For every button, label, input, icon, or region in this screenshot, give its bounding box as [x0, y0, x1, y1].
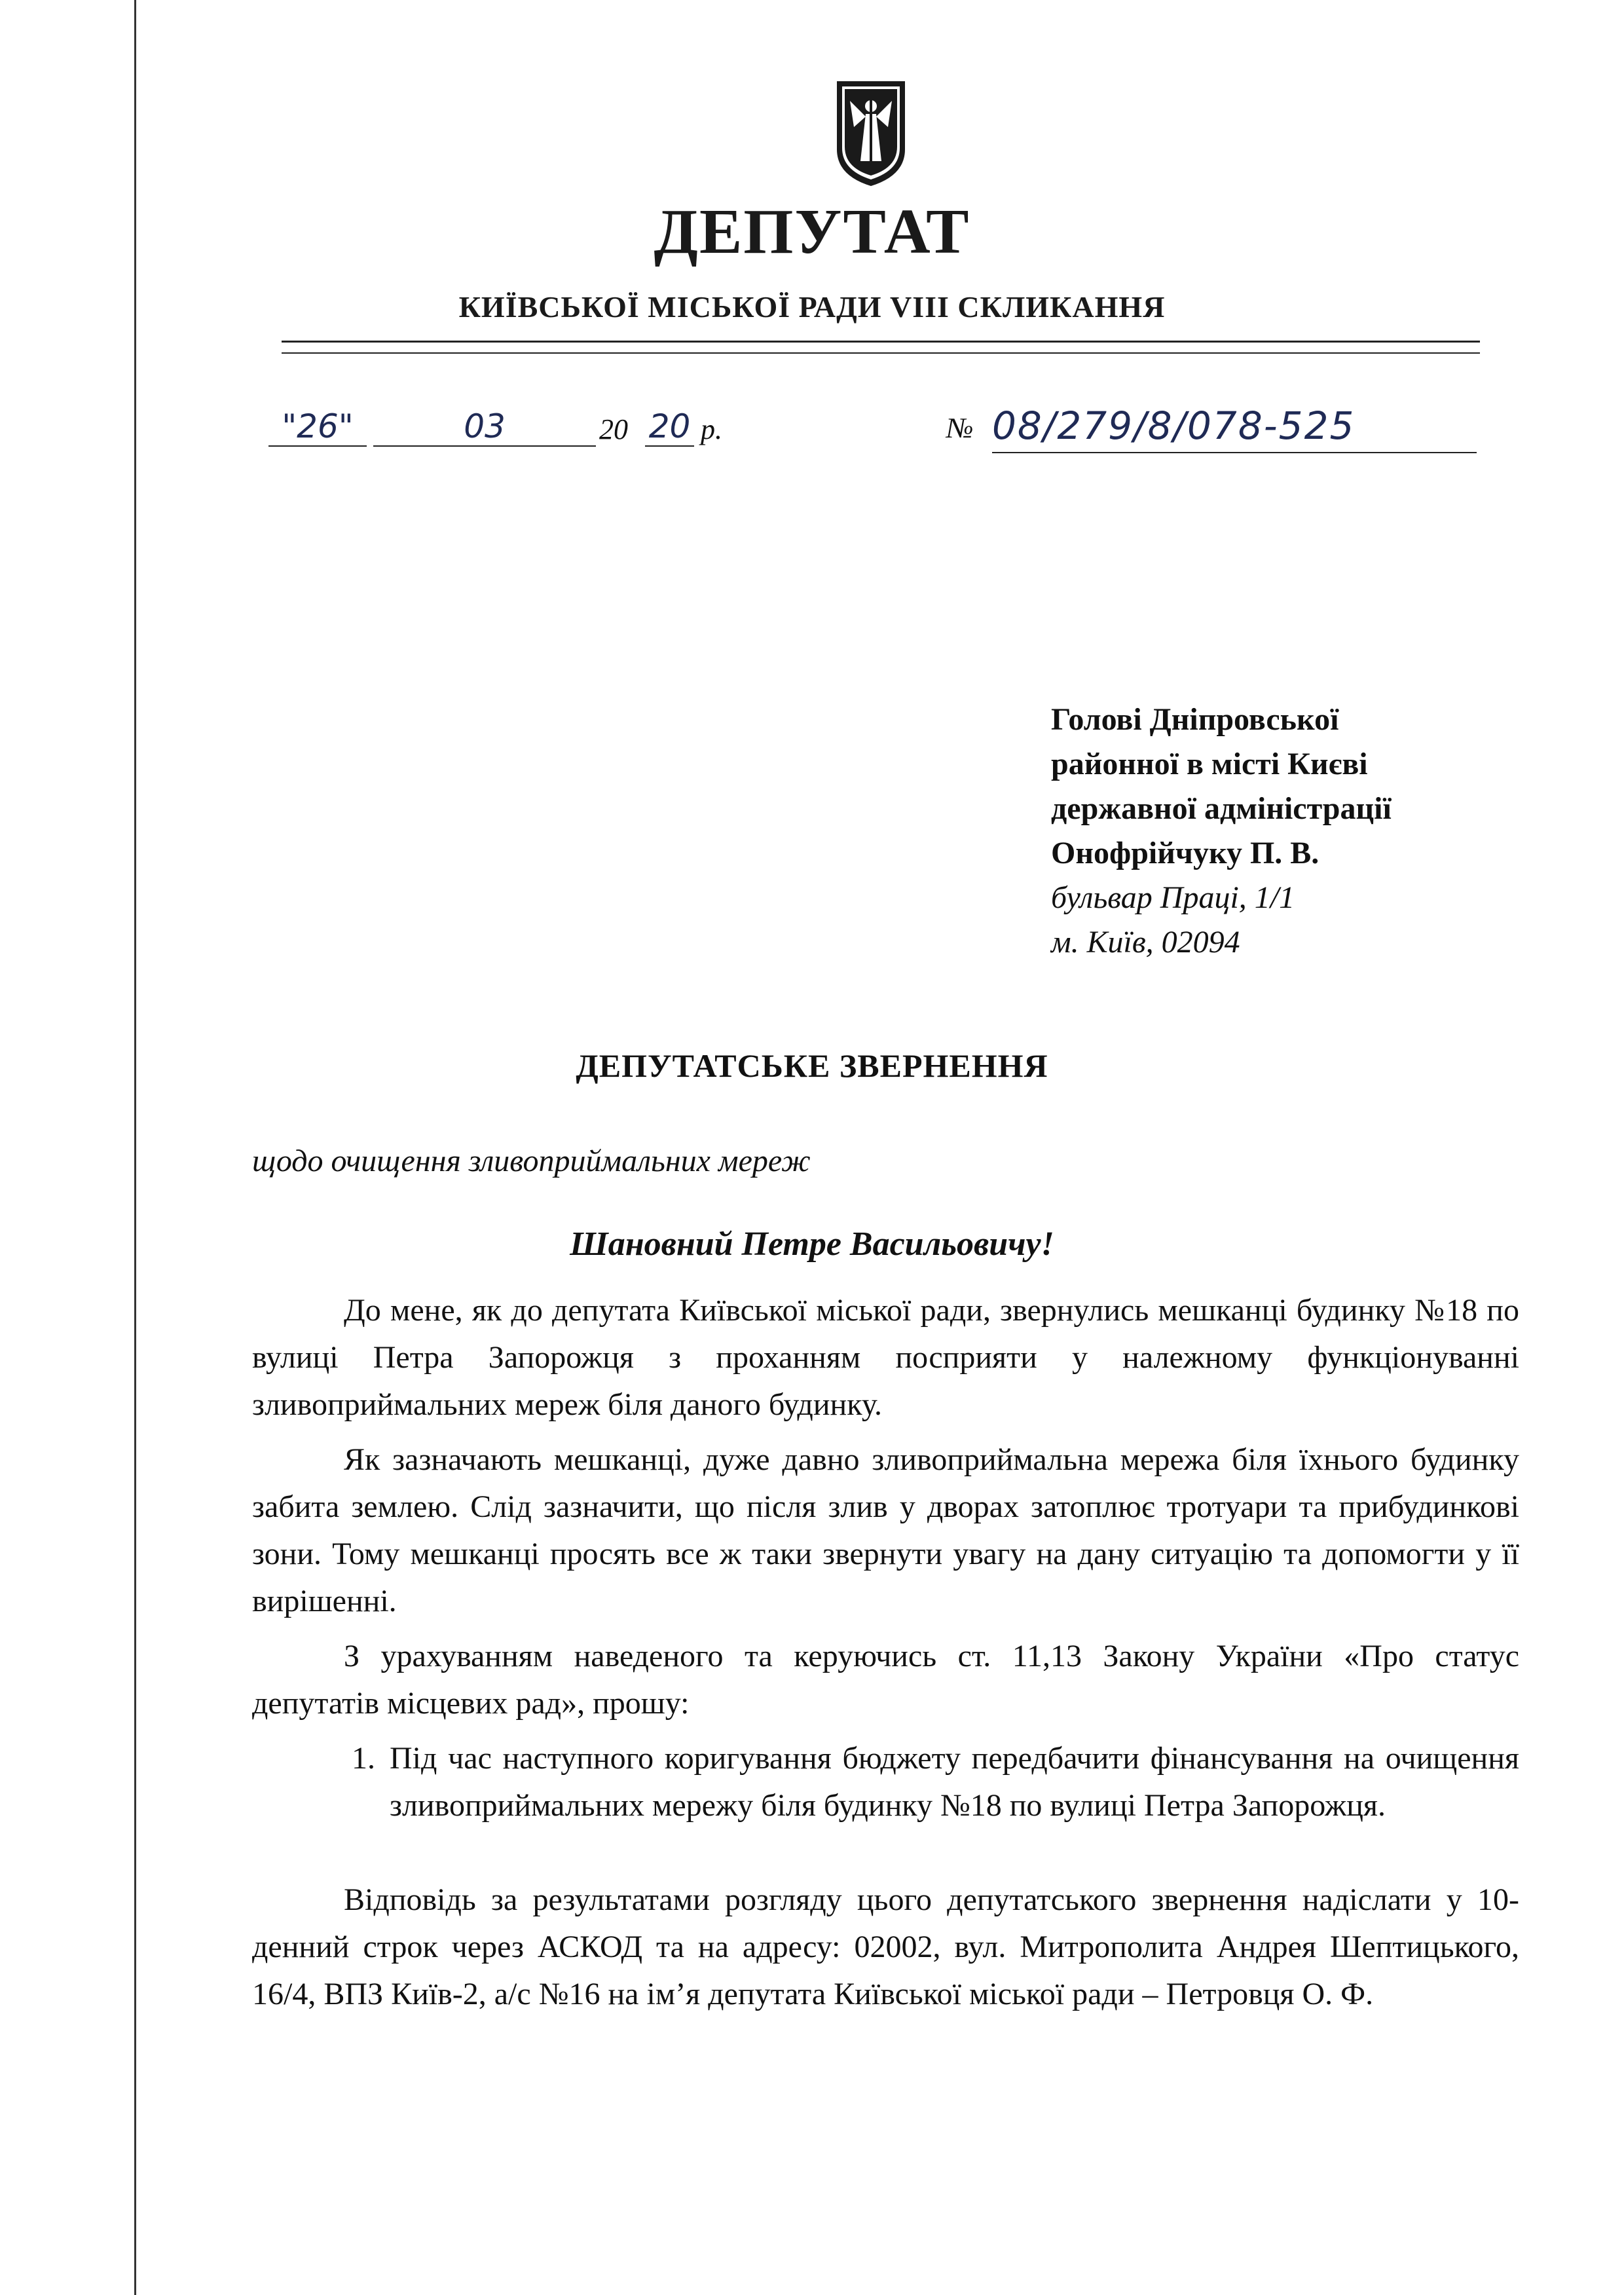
body-paragraph: З урахуванням наведеного та керуючись ст. 11,13 Закону України «Про статус депутатів місцевих рад», прошу:	[252, 1639, 1519, 1721]
letterhead-divider-thin	[282, 352, 1480, 354]
body-paragraph: Як зазначають мешканці, дуже давно зливоприймальна мережа біля їхнього будинку забита землею. Слід зазначити, що після злив у дворах затоплює тротуари та прибудинкові зони. Тому мешканці просять все ж таки звернути увагу на дану ситуацію та допомогти у її вирішенні.	[252, 1442, 1519, 1618]
date-year-suffix: 20	[645, 407, 694, 447]
document-title: ДЕПУТАТСЬКЕ ЗВЕРНЕННЯ	[576, 1047, 1048, 1084]
date-year-prefix: 20	[599, 413, 628, 445]
registration-number	[946, 401, 1483, 460]
document-subject: щодо очищення зливоприймальних мереж	[252, 1144, 811, 1178]
salutation: Шановний Петре Васильовичу!	[570, 1225, 1054, 1263]
addressee-street: бульвар Праці, 1/1	[1051, 880, 1295, 915]
letterhead-divider	[282, 341, 1480, 343]
letterhead-title: ДЕПУТАТ	[654, 196, 970, 267]
number-prefix: №	[946, 412, 974, 444]
addressee-line: районної в місті Києві	[1051, 747, 1368, 781]
number-underline	[992, 452, 1477, 453]
addressee-block	[1051, 698, 1575, 965]
reply-instruction: Відповідь за результатами розгляду цього депутатського звернення надіслати у 10-денний строк через АСКОД та на адресу: 02002, вул. Митрополита Андрея Шептицького, 16/4, ВПЗ Київ-2, а/с №16 на ім’я депутата Київської міської ради – Петровця О. Ф.	[252, 1882, 1519, 2011]
addressee-line: Голові Дніпровської	[1051, 702, 1339, 737]
addressee-line: державної адміністрації	[1051, 791, 1392, 826]
scan-page-edge	[134, 0, 136, 2295]
date-year-unit: р.	[701, 413, 722, 445]
date-day: "26"	[268, 407, 367, 447]
addressee-name: Онофрійчуку П. В.	[1051, 836, 1320, 870]
number-value: 08/279/8/078-525	[992, 403, 1356, 448]
kyiv-coat-of-arms-icon	[832, 77, 910, 189]
request-item: 1. Під час наступного коригування бюджету передбачити фінансування на очищення зливоприймальних мережу біля будинку №18 по вулиці Петра Запорожця.	[383, 1735, 1519, 1829]
addressee-city: м. Київ, 02094	[1051, 925, 1240, 960]
body-paragraph: До мене, як до депутата Київської міської ради, звернулись мешканці будинку №18 по вулиці Петра Запорожця з проханням посприяти у належному функціонуванні зливоприймальних мереж біля даного будинку.	[252, 1293, 1519, 1422]
date-month: 03	[373, 407, 596, 447]
request-list	[252, 1735, 1519, 1829]
document-body	[252, 1287, 1519, 2026]
letterhead-subtitle: КИЇВСЬКОЇ МІСЬКОЇ РАДИ VIII СКЛИКАННЯ	[458, 290, 1166, 324]
